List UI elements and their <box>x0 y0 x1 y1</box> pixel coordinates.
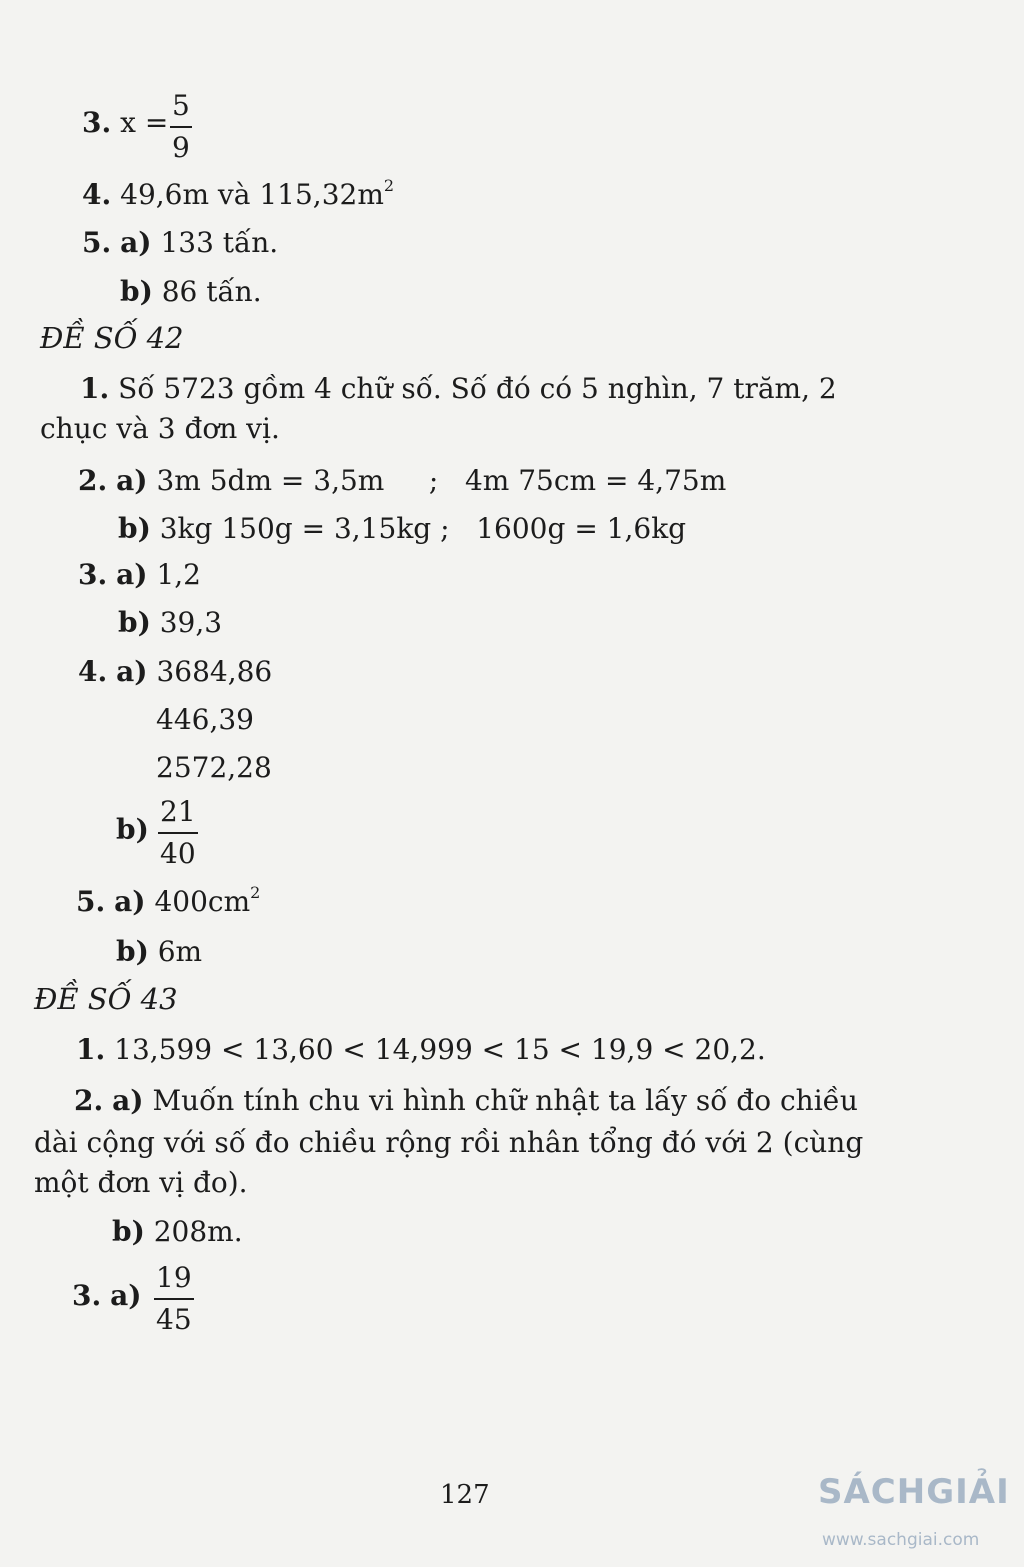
de42-answer-4a-value-3: 2572,28 <box>156 751 272 784</box>
de42-answer-3b: b) 39,3 <box>118 606 223 639</box>
de43-answer-3a: 3. a) <box>72 1279 142 1312</box>
fraction-bar <box>154 1298 194 1300</box>
de42-answer-5a: 5. a) $400cm^2$ <box>76 883 261 918</box>
de43-answer-2a-line1: 2. a) Muốn tính chu vi hình chữ nhật ta lấy số đo chiều <box>74 1084 858 1117</box>
de43-answer-3a-fraction: 19 45 <box>156 1261 192 1336</box>
de42-answer-5b: b) 6m <box>116 935 203 968</box>
de42-answer-4b: b) <box>116 813 149 846</box>
de43-answer-2b: b) 208m. <box>112 1215 243 1248</box>
de43-answer-1: 1. 13,599 < 13,60 < 14,999 < 15 < 19,9 < 20,2. <box>76 1033 766 1066</box>
de42-answer-1-line1: 1. Số 5723 gồm 4 chữ số. Số đó có 5 nghìn, 7 trăm, 2 <box>80 372 837 405</box>
watermark-url: www.sachgiai.com <box>822 1530 980 1550</box>
page-number: 127 <box>440 1480 490 1510</box>
section-title-42: ĐỀ SỐ 42 <box>40 321 184 355</box>
de42-answer-4b-fraction: 21 40 <box>160 795 196 870</box>
de42-answer-2a: 2. a) 3m 5dm = 3,5m ; 4m 75cm = 4,75m <box>78 464 727 497</box>
de42-answer-4a-value-2: 446,39 <box>156 703 254 736</box>
prev-answer-3: 3. x = <box>82 106 169 139</box>
prev-answer-5b: b) 86 tấn. <box>120 275 262 308</box>
prev-answer-4: 4. 49,6m và $115,32m^2$ <box>82 176 395 211</box>
de42-answer-1-line2: chục và 3 đơn vị. <box>40 412 280 445</box>
de42-answer-4a: 4. a) 3684,86 <box>78 655 273 688</box>
watermark-brand: SÁCHGIẢI <box>818 1472 1010 1512</box>
de42-answer-2b: b) 3kg 150g = 3,15kg ; 1600g = 1,6kg <box>118 512 687 545</box>
de43-answer-2a-line3: một đơn vị đo). <box>34 1166 248 1199</box>
prev-answer-3-fraction: 5 9 <box>172 89 190 164</box>
watermark-logo <box>818 1462 1018 1562</box>
section-title-43: ĐỀ SỐ 43 <box>34 982 178 1016</box>
de43-answer-2a-line2: dài cộng với số đo chiều rộng rồi nhân tổng đó với 2 (cùng <box>34 1126 864 1159</box>
fraction-bar <box>158 832 198 834</box>
de42-answer-3a: 3. a) 1,2 <box>78 558 201 591</box>
prev-answer-5a: 5. a) 133 tấn. <box>82 226 279 259</box>
fraction-bar <box>170 126 192 128</box>
